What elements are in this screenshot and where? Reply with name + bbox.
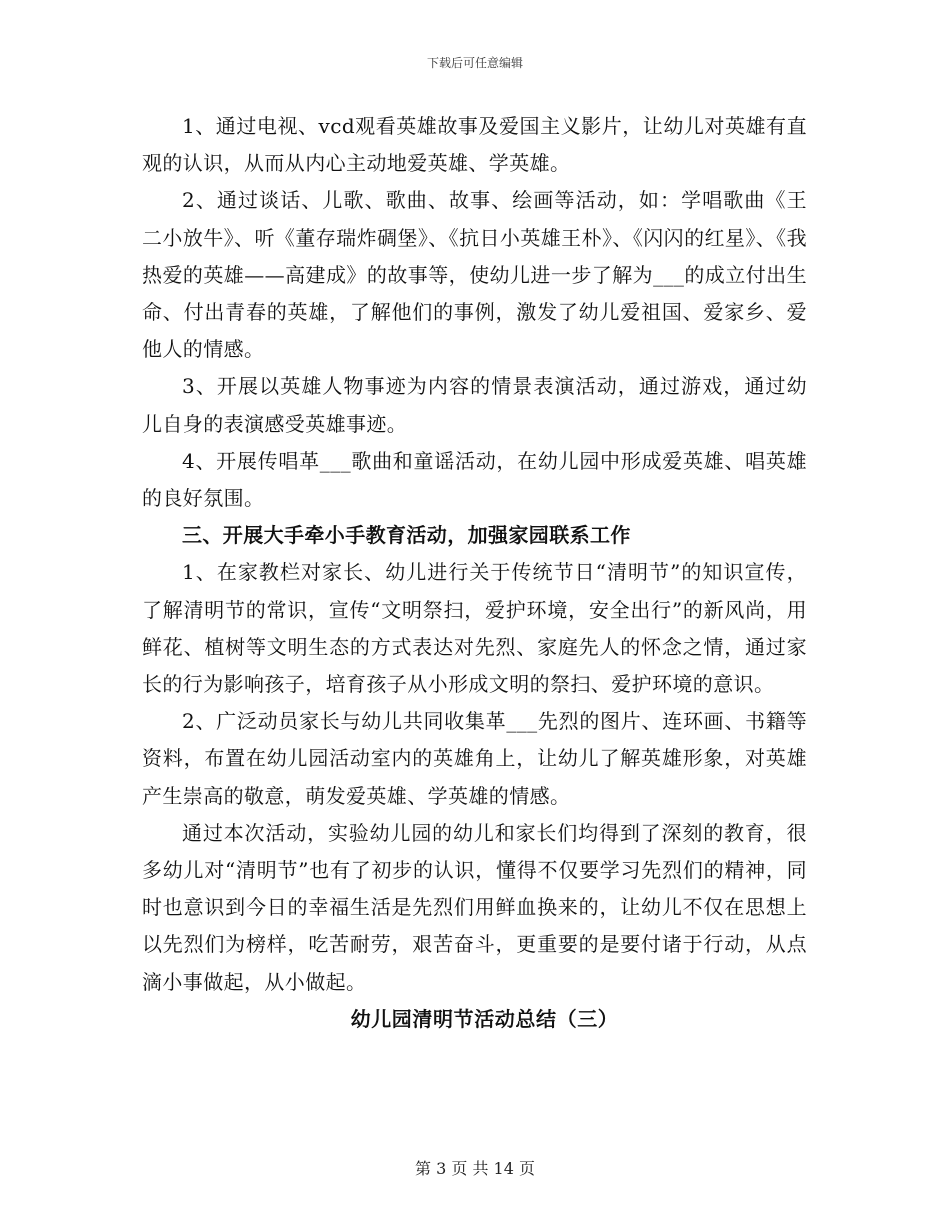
page-header: 下载后可任意编辑: [426, 56, 523, 70]
paragraph-4: 4、开展传唱革___歌曲和童谣活动，在幼儿园中形成爱英雄、唱英雄的良好氛围。: [142, 448, 807, 511]
page-number: 第 3 页 共 14 页: [415, 1159, 535, 1178]
conclusion-paragraph: 通过本次活动，实验幼儿园的幼儿和家长们均得到了深刻的教育，很多幼儿对“清明节”也有了初步的认识，懂得不仅要学习先烈们的精神，同时也意识到今日的幸福生活是先烈们用鲜血换来的，让幼儿不仅在思想上以先烈们为榜样，吃苦耐劳，艰苦奋斗，更重要的是要付诸于行动，从点滴小事做起，从小做起。: [142, 820, 807, 994]
document-body: [142, 108, 807, 1038]
section-paragraph-1: 1、在家教栏对家长、幼儿进行关于传统节日“清明节”的知识宣传，了解清明节的常识，宣传“文明祭扫，爱护环境，安全出行”的新风尚，用鲜花、植树等文明生态的方式表达对先烈、家庭先人的怀念之情，通过家长的行为影响孩子，培育孩子从小形成文明的祭扫、爱护环境的意识。: [142, 560, 807, 697]
section-heading: 三、开展大手牵小手教育活动，加强家园联系工作: [182, 523, 631, 548]
paragraph-3: 3、开展以英雄人物事迹为内容的情景表演活动，通过游戏，通过幼儿自身的表演感受英雄事迹。: [142, 374, 807, 436]
paragraph-1: 1、通过电视、vcd观看英雄故事及爱国主义影片，让幼儿对英雄有直观的认识，从而从内心主动地爱英雄、学英雄。: [142, 114, 807, 176]
section-paragraph-2: 2、广泛动员家长与幼儿共同收集革___先烈的图片、连环画、书籍等资料，布置在幼儿园活动室内的英雄角上，让幼儿了解英雄形象，对英雄产生崇高的敬意，萌发爱英雄、学英雄的情感。: [142, 709, 807, 808]
next-document-title: 幼儿园清明节活动总结（三）: [350, 1006, 619, 1031]
paragraph-2: 2、通过谈话、儿歌、歌曲、故事、绘画等活动，如：学唱歌曲《王二小放牛》、听《董存瑞炸碉堡》、《抗日小英雄王朴》、《闪闪的红星》、《我热爱的英雄——高建成》的故事等，使幼儿进一步了解为___的成立付出生命、付出青春的英雄，了解他们的事例，激发了幼儿爱祖国、爱家乡、爱他人的情感。: [142, 188, 807, 362]
